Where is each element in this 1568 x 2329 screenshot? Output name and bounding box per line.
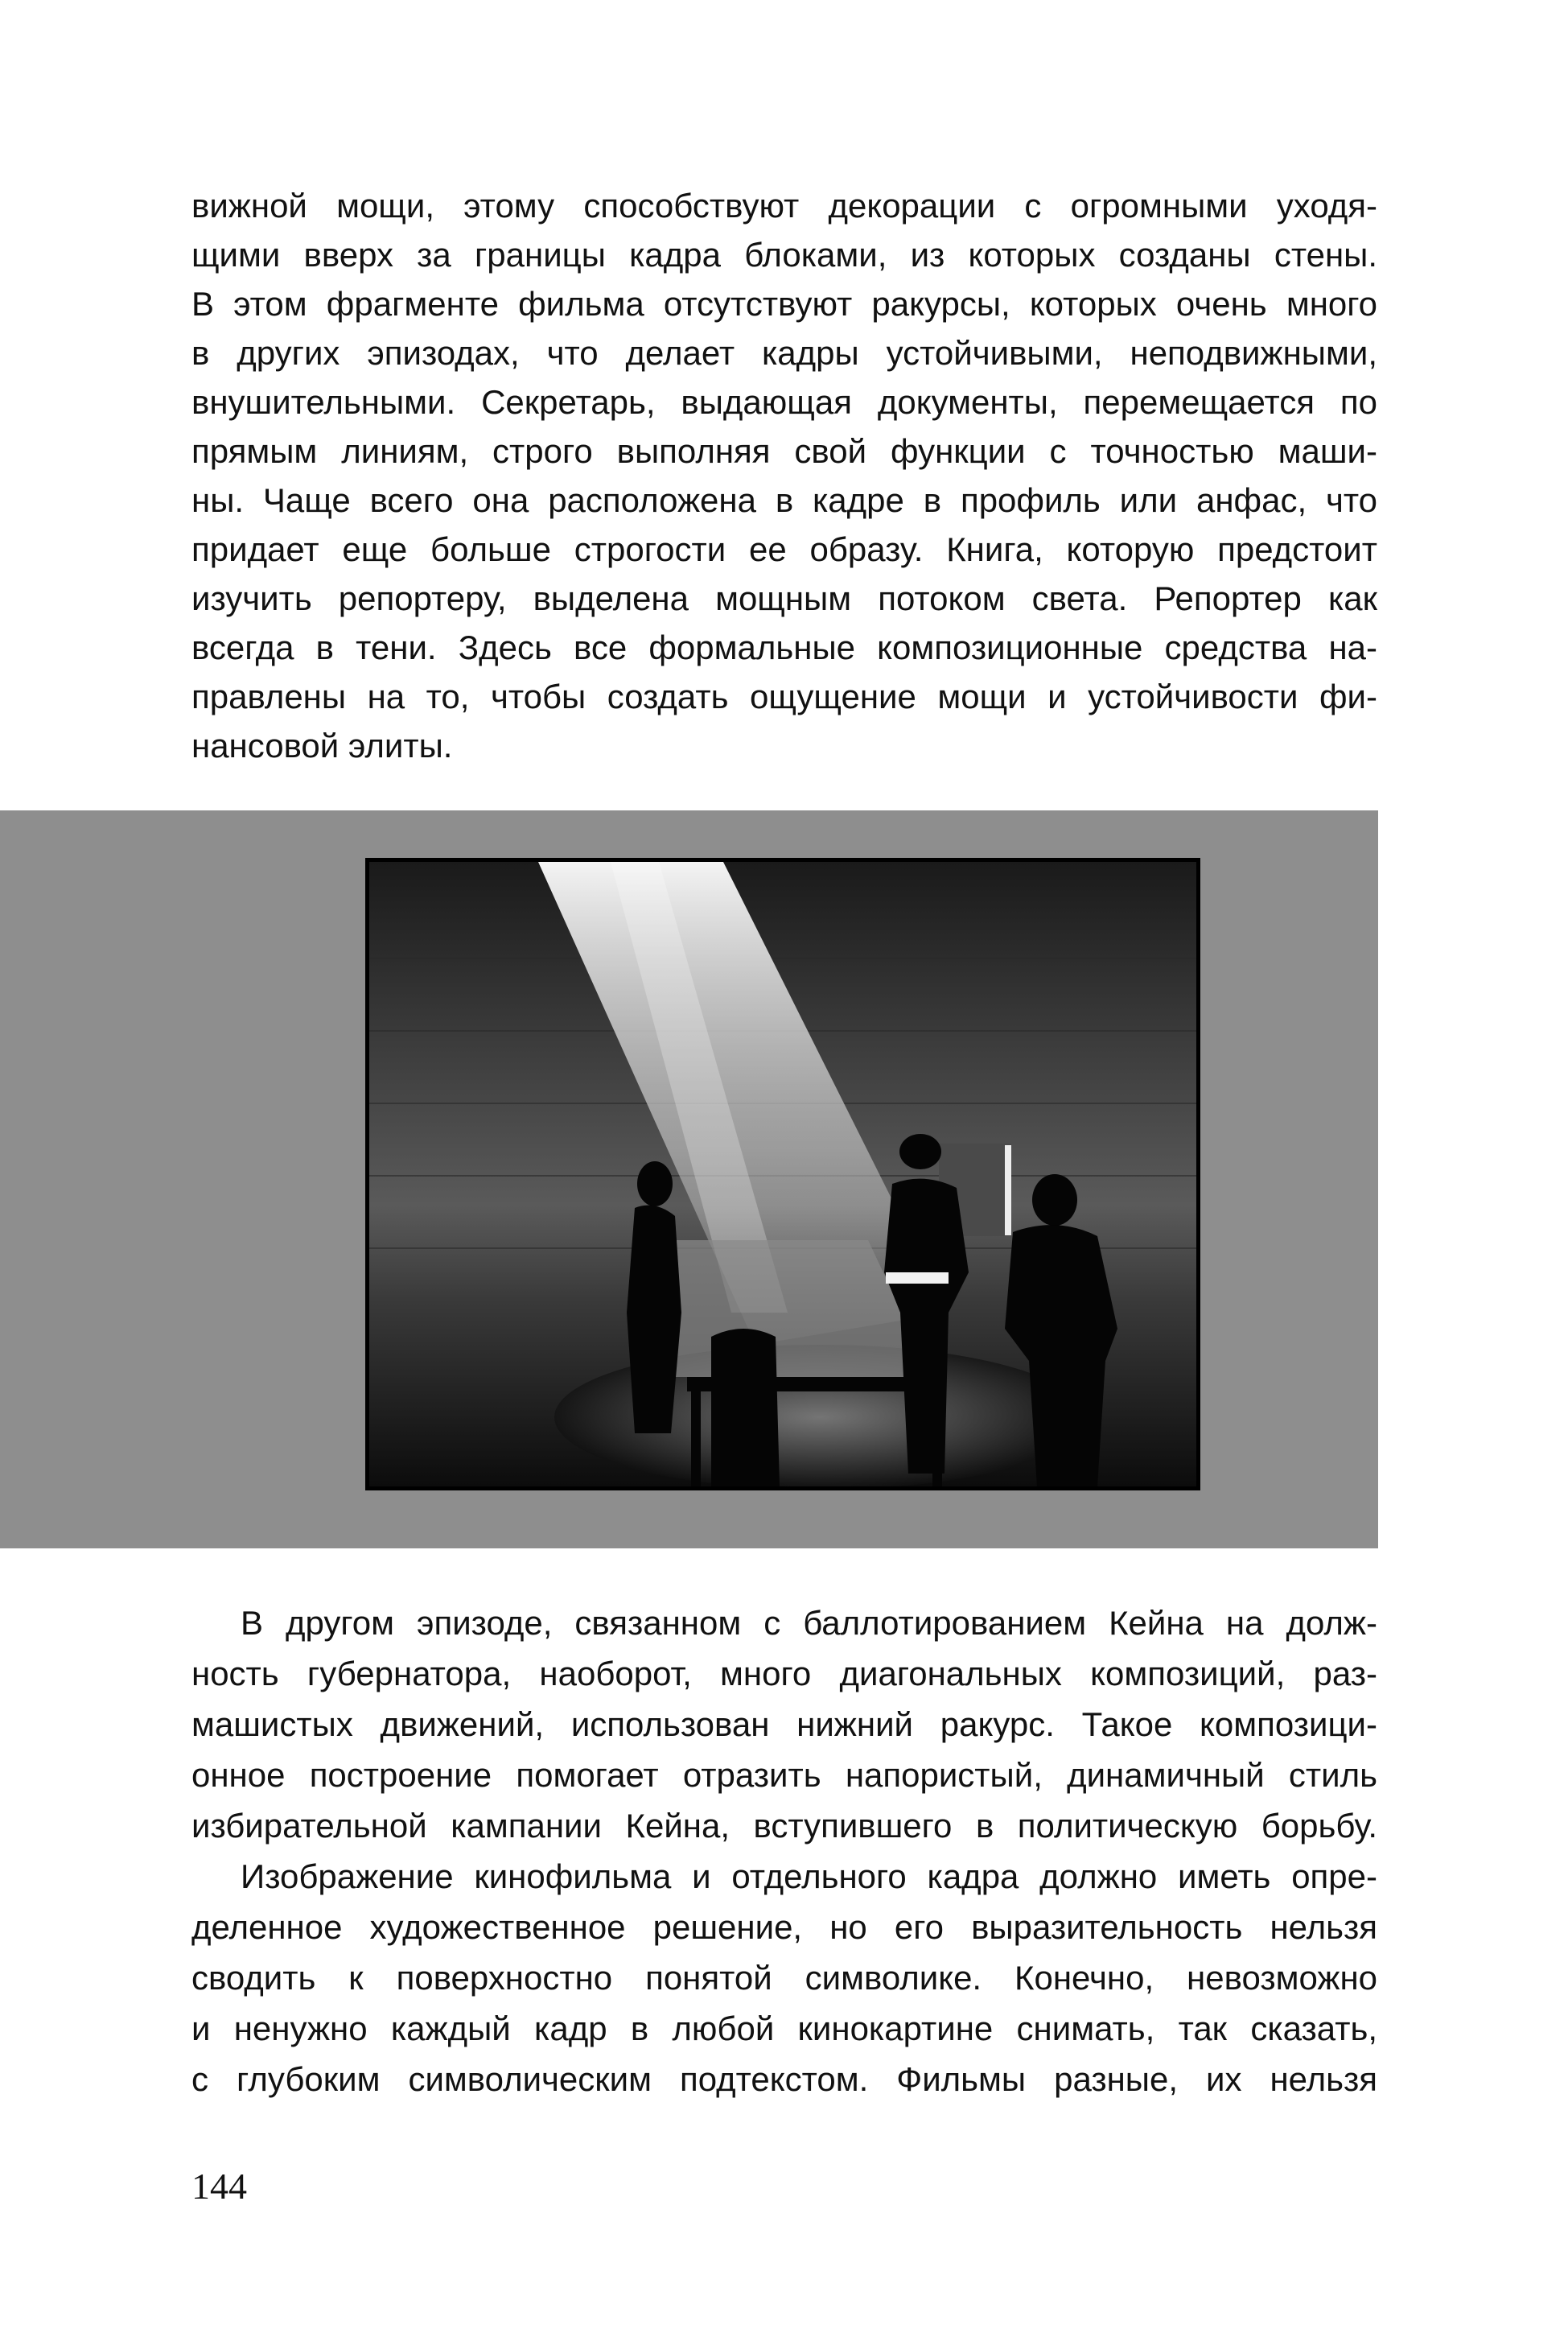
text-line: ность губернатора, наоборот, много диагональных композиций, раз- xyxy=(191,1655,1377,1692)
running-head-title: «Гражданин Кейн» xyxy=(39,1739,88,2118)
text-line: В этом фрагменте фильма отсутствуют ракурсы, которых очень много xyxy=(191,285,1377,323)
running-head-section: Выразительность xyxy=(99,1763,147,2118)
film-still-illustration xyxy=(369,862,1196,1486)
text-line: щими вверх за границы кадра блоками, из которых созданы стены. xyxy=(191,236,1377,274)
text-line: избирательной кампании Кейна, вступившего в политическую борьбу. xyxy=(191,1807,1377,1845)
text-line: Изображение кинофильма и отдельного кадра должно иметь опре- xyxy=(241,1857,1377,1895)
text-line: машистых движений, использован нижний ракурс. Такое композици- xyxy=(191,1705,1377,1743)
text-line: вижной мощи, этому способствуют декорации с огромными уходя- xyxy=(191,187,1377,225)
text-line: придает еще больше строгости ее образу. Книга, которую предстоит xyxy=(191,530,1377,568)
running-head xyxy=(34,1740,153,2118)
page-number: 144 xyxy=(191,2166,247,2207)
text-line: с глубоким символическим подтекстом. Фильмы разные, их нельзя xyxy=(191,2060,1377,2098)
text-line: ны. Чаще всего она расположена в кадре в профиль или анфас, что xyxy=(191,481,1377,519)
film-still-image xyxy=(365,858,1200,1490)
text-line: изучить репортеру, выделена мощным потоком света. Репортер как xyxy=(191,579,1377,617)
text-line: и ненужно каждый кадр в любой кинокартине снимать, так сказать, xyxy=(191,2010,1377,2047)
text-line: правлены на то, чтобы создать ощущение мощи и устойчивости фи- xyxy=(191,678,1377,715)
text-line: деленное художественное решение, но его выразительность нельзя xyxy=(191,1908,1377,1946)
text-line: всегда в тени. Здесь все формальные композиционные средства на- xyxy=(191,629,1377,666)
text-line: нансовой элиты. xyxy=(191,727,453,765)
bottom-paragraphs xyxy=(191,1597,1377,2104)
top-paragraph xyxy=(191,181,1377,770)
text-line: внушительными. Секретарь, выдающая документы, перемещается по xyxy=(191,383,1377,421)
text-line: онное построение помогает отразить напористый, динамичный стиль xyxy=(191,1756,1377,1794)
text-line: в других эпизодах, что делает кадры устойчивыми, неподвижными, xyxy=(191,334,1377,372)
text-line: прямым линиям, строго выполняя свой функции с точностью маши- xyxy=(191,432,1377,470)
text-line: В другом эпизоде, связанном с баллотированием Кейна на долж- xyxy=(241,1604,1377,1642)
text-line: сводить к поверхностно понятой символике. Конечно, невозможно xyxy=(191,1959,1377,1997)
